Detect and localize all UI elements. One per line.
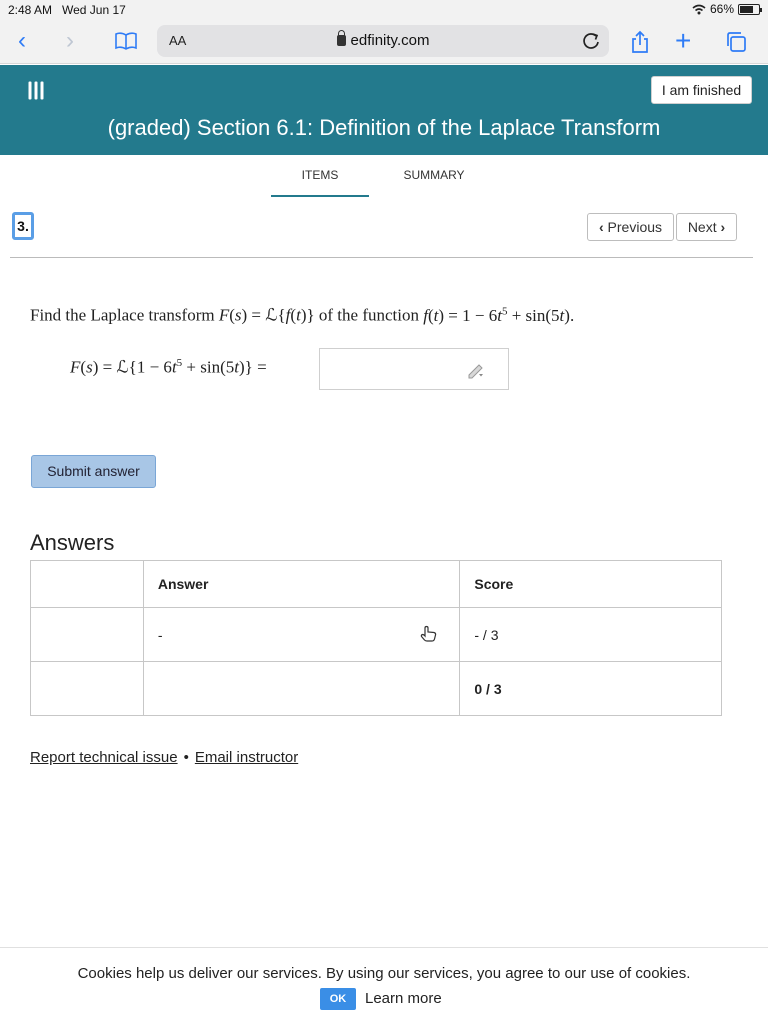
row-label (31, 608, 144, 662)
answers-table (30, 560, 722, 716)
row-answer: - (157, 626, 163, 643)
battery-icon (738, 4, 760, 15)
next-button[interactable] (676, 213, 737, 241)
bookmarks-book-icon[interactable] (115, 32, 137, 50)
tabs-overview-icon[interactable] (725, 31, 747, 53)
status-time: 2:48 AM (8, 3, 53, 17)
table-row (31, 662, 722, 716)
url-display[interactable] (157, 32, 609, 49)
course-header (0, 65, 768, 155)
problem-statement (30, 305, 574, 326)
table-header-row (31, 561, 722, 608)
browser-toolbar (0, 20, 768, 64)
table-header-score: Score (460, 561, 722, 608)
url-text: edfinity.com (350, 32, 430, 49)
table-header-answer: Answer (143, 561, 460, 608)
row-label (31, 662, 144, 716)
email-instructor-link[interactable]: Email instructor (194, 749, 299, 766)
row-score: - / 3 (460, 608, 722, 662)
prompt-of: of the function (314, 305, 424, 325)
submit-answer-button[interactable]: Submit answer (31, 455, 156, 488)
answer-equation: F(s) = ℒ{1 − $6t^5 + \sin(5t)$} = (70, 357, 267, 377)
back-chevron-icon[interactable]: ‹ (18, 27, 26, 54)
link-separator: • (183, 749, 189, 766)
cookie-ok-button[interactable]: OK (320, 988, 356, 1010)
previous-button[interactable] (587, 213, 674, 241)
section-divider (10, 257, 753, 258)
i-am-finished-button[interactable]: I am finished (651, 76, 752, 104)
cookie-learn-more-link[interactable]: Learn more (365, 990, 442, 1007)
text-size-button[interactable]: AA (169, 33, 187, 48)
row-score-total: 0 / 3 (460, 662, 722, 716)
cookie-banner (0, 947, 768, 1024)
cookie-text: Cookies help us deliver our services. By using our services, you agree to our use of cookies. (77, 965, 691, 982)
status-right (692, 2, 760, 16)
table-header-blank (31, 561, 144, 608)
tab-summary[interactable]: SUMMARY (403, 168, 465, 182)
report-technical-issue-link[interactable]: Report technical issue (30, 749, 178, 766)
menu-hamburger-icon[interactable] (27, 81, 45, 101)
answers-heading: Answers (30, 530, 115, 555)
prompt-prefix: Find the Laplace transform (30, 305, 219, 325)
math-answer-input[interactable] (319, 348, 509, 390)
share-icon[interactable] (630, 30, 650, 54)
status-bar (0, 0, 768, 20)
status-date: Wed Jun 17 (62, 3, 126, 17)
reload-icon[interactable] (581, 31, 601, 51)
next-label: Next (687, 219, 717, 235)
tab-items[interactable]: ITEMS (271, 168, 369, 197)
table-row (31, 608, 722, 662)
question-number: 3. (12, 212, 34, 240)
lock-icon (337, 35, 346, 46)
battery-percent: 66% (709, 2, 734, 16)
previous-label: Previous (607, 219, 663, 235)
math-function-def: $f(t) = 1 - 6t^5 + \sin(5t)$. (423, 305, 575, 325)
forward-chevron-icon[interactable]: › (66, 27, 74, 54)
wifi-icon (692, 4, 706, 15)
address-bar[interactable] (157, 25, 609, 57)
chevron-right-icon: › (720, 219, 726, 235)
new-tab-plus-icon[interactable]: + (675, 25, 692, 56)
math-laplace-def: F(s) = ℒ{f(t)} (218, 305, 315, 325)
pencil-edit-icon[interactable] (466, 360, 486, 380)
row-answer-cell (143, 608, 460, 662)
page-title: (graded) Section 6.1: Definition of the Laplace Transform (107, 115, 661, 140)
chevron-left-icon: ‹ (598, 219, 604, 235)
footer-links (30, 749, 298, 766)
row-answer (143, 662, 460, 716)
hand-pointer-icon[interactable] (419, 624, 439, 644)
